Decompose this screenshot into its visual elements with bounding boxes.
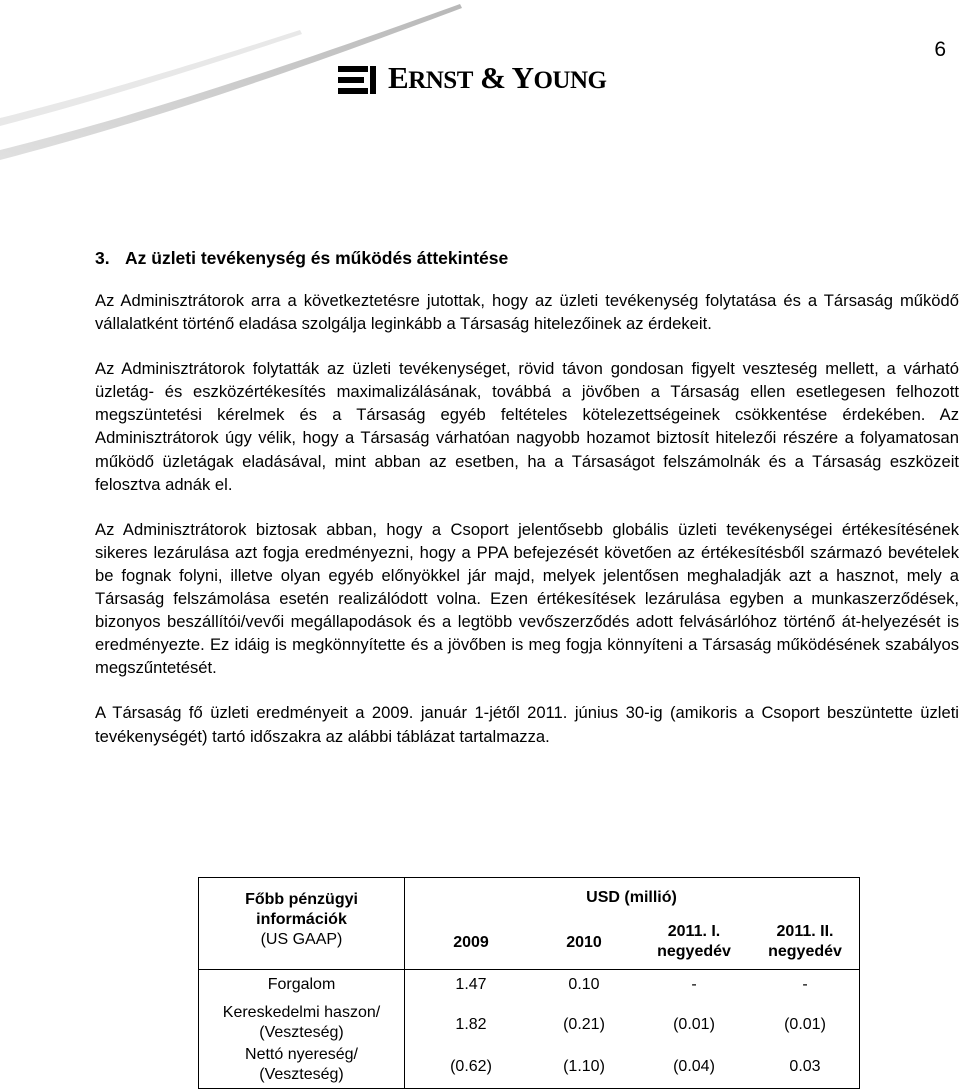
column-header: 2009 — [453, 934, 489, 951]
table-cell: 1.47 — [455, 976, 487, 993]
table-cell: 0.10 — [568, 976, 600, 993]
table-cell: (0.01) — [784, 1016, 826, 1033]
table-cell: (0.01) — [673, 1016, 715, 1033]
table-cell: 0.03 — [789, 1058, 821, 1075]
table-cell: - — [691, 976, 697, 993]
paragraph: Az Adminisztrátorok biztosak abban, hogy a Csoport jelentősebb globális üzleti tevékenységei értékesítésének sikeres lezárulása azt fogja eredményezni, hogy a PPA befejezését követően az értékesítésből származó bevételek be fognak folyni, illetve olyan egyéb előnyökkel jár majd, melyek jelentősen meghaladják azt a hasznot, mely a Társaság felszámolása esetén realizálódott volna. Ezen értékesítések lezárulása egyben a munkaszerződések, bizonyos beszállítói/vevői megállapodások és a legtöbb vevőszerződés adott felvásárlóhoz történő át-helyezését is eredményezte. Ez idáig is megkönnyítette és a jövőben is meg fogja könnyíteni a Társaság működésének szabályos megszűntetését. — [95, 519, 959, 678]
row-label-line: Nettó nyereség/ — [245, 1046, 358, 1063]
corner-header-line: Főbb pénzügyi — [245, 891, 358, 908]
row-label-line: Kereskedelmi haszon/ — [222, 1004, 381, 1021]
column-header — [752, 922, 858, 962]
table-cell: - — [802, 976, 808, 993]
column-header: 2010 — [566, 934, 602, 951]
logo-letters: OUNG — [533, 67, 607, 94]
logo-letters: RNST — [408, 67, 473, 94]
column-header-line: negyedév — [657, 943, 731, 960]
row-label — [199, 1045, 404, 1085]
table-cell: 1.82 — [455, 1016, 487, 1033]
header-logo — [0, 0, 640, 160]
paragraph: A Társaság fő üzleti eredményeit a 2009. január 1-jétől 2011. június 30-ig (amikoris a Csoport beszüntette üzleti tevékenységét) tartó időszakra az alábbi táblázat tartalmazza. — [95, 703, 959, 746]
table-frame — [198, 877, 860, 1089]
table-cell: (1.10) — [563, 1058, 605, 1075]
row-label-line: (Veszteség) — [259, 1066, 344, 1083]
row-label — [199, 1003, 404, 1043]
row-label-line: (Veszteség) — [259, 1024, 344, 1041]
logo-ampersand: & — [472, 60, 512, 95]
table-cell: (0.04) — [673, 1058, 715, 1075]
section-heading — [95, 248, 959, 269]
main-content — [95, 248, 959, 770]
section-title: Az üzleti tevékenység és működés áttekintése — [125, 248, 509, 268]
logo-letter: Y — [511, 60, 534, 95]
corner-header-line: információk — [256, 911, 347, 928]
column-header-line: negyedév — [768, 943, 842, 960]
logo-wordmark — [388, 60, 606, 96]
column-header-line: 2011. I. — [667, 923, 721, 940]
column-header — [644, 922, 744, 962]
section-number: 3. — [95, 248, 110, 268]
table-corner-header — [199, 890, 404, 950]
table-cell: (0.62) — [450, 1058, 492, 1075]
column-header-line: 2011. II. — [776, 923, 834, 940]
paragraph: Az Adminisztrátorok folytatták az üzleti tevékenységet, rövid távon gondosan figyelt veszteség mellett, a várható üzletág- és eszközértékesítés maximalizálásának, továbbá a jövőben a Társaság ellen esetlegesen felhozott megszüntetési kérelmek és a Társaság egyéb feltételes kötelezettségeinek csökkentése érdekében. Az Adminisztrátorok úgy vélik, hogy a Társaság várhatóan nagyobb hozamot biztosít hitelezői részére a folyamatosan működő üzletágak eladásával, mint abban az esetben, ha a Társaságot felszámolnák és a Társaság eszközeit felosztva adnák el. — [95, 359, 959, 494]
financial-table — [198, 877, 860, 1089]
table-divider-horizontal — [199, 969, 859, 970]
currency-header: USD (millió) — [586, 889, 677, 906]
row-label: Forgalom — [267, 976, 336, 993]
logo-letter: E — [388, 60, 409, 95]
page-number: 6 — [934, 38, 946, 61]
table-cell: (0.21) — [563, 1016, 605, 1033]
table-divider-vertical — [404, 878, 405, 1088]
logo-mark-icon — [338, 64, 378, 96]
corner-header-line: (US GAAP) — [260, 931, 343, 948]
paragraph: Az Adminisztrátorok arra a következtetésre jutottak, hogy az üzleti tevékenység folytatása és a Társaság működő vállalatként történő eladása szolgálja leginkább a Társaság hitelezőinek az érdekeit. — [95, 291, 959, 334]
